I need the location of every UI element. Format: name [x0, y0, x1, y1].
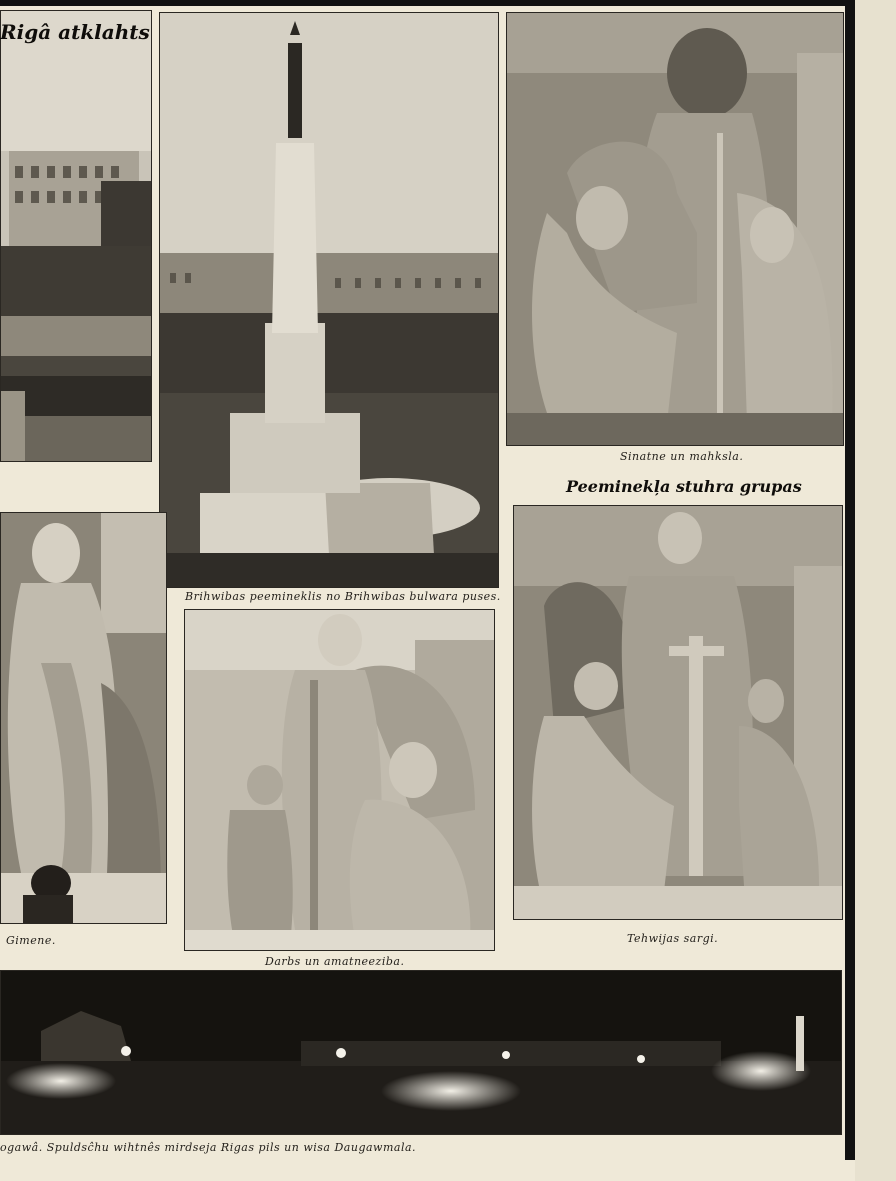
top-rule [0, 0, 845, 6]
photo-science-and-art [506, 12, 844, 446]
page-heading: Rigâ atklahts [0, 20, 150, 44]
caption-freedom-monument: Brihwibas peemineklis no Brihwibas bulwara puses. [185, 590, 501, 603]
photo-guardians [513, 505, 843, 920]
caption-work-and-crafts: Darbs un amatneeziba. [265, 955, 405, 968]
caption-science-and-art: Sinatne un mahksla. [620, 450, 744, 463]
group-heading: Peeminekļa stuhra grupas [566, 477, 802, 496]
photo-family [0, 512, 167, 924]
photo-night-view [0, 970, 842, 1135]
page-margin [855, 0, 896, 1181]
caption-night-view: ogawâ. Spuldsĉhu wihtnês mirdseja Rigas pils un wisa Daugawmala. [0, 1141, 417, 1154]
photo-crowd-opening [0, 10, 152, 462]
page-edge [845, 0, 855, 1160]
caption-guardians: Tehwijas sargi. [627, 932, 719, 945]
photo-freedom-monument [159, 12, 499, 588]
caption-family: Gimene. [6, 934, 56, 947]
photo-work-and-crafts [184, 609, 495, 951]
